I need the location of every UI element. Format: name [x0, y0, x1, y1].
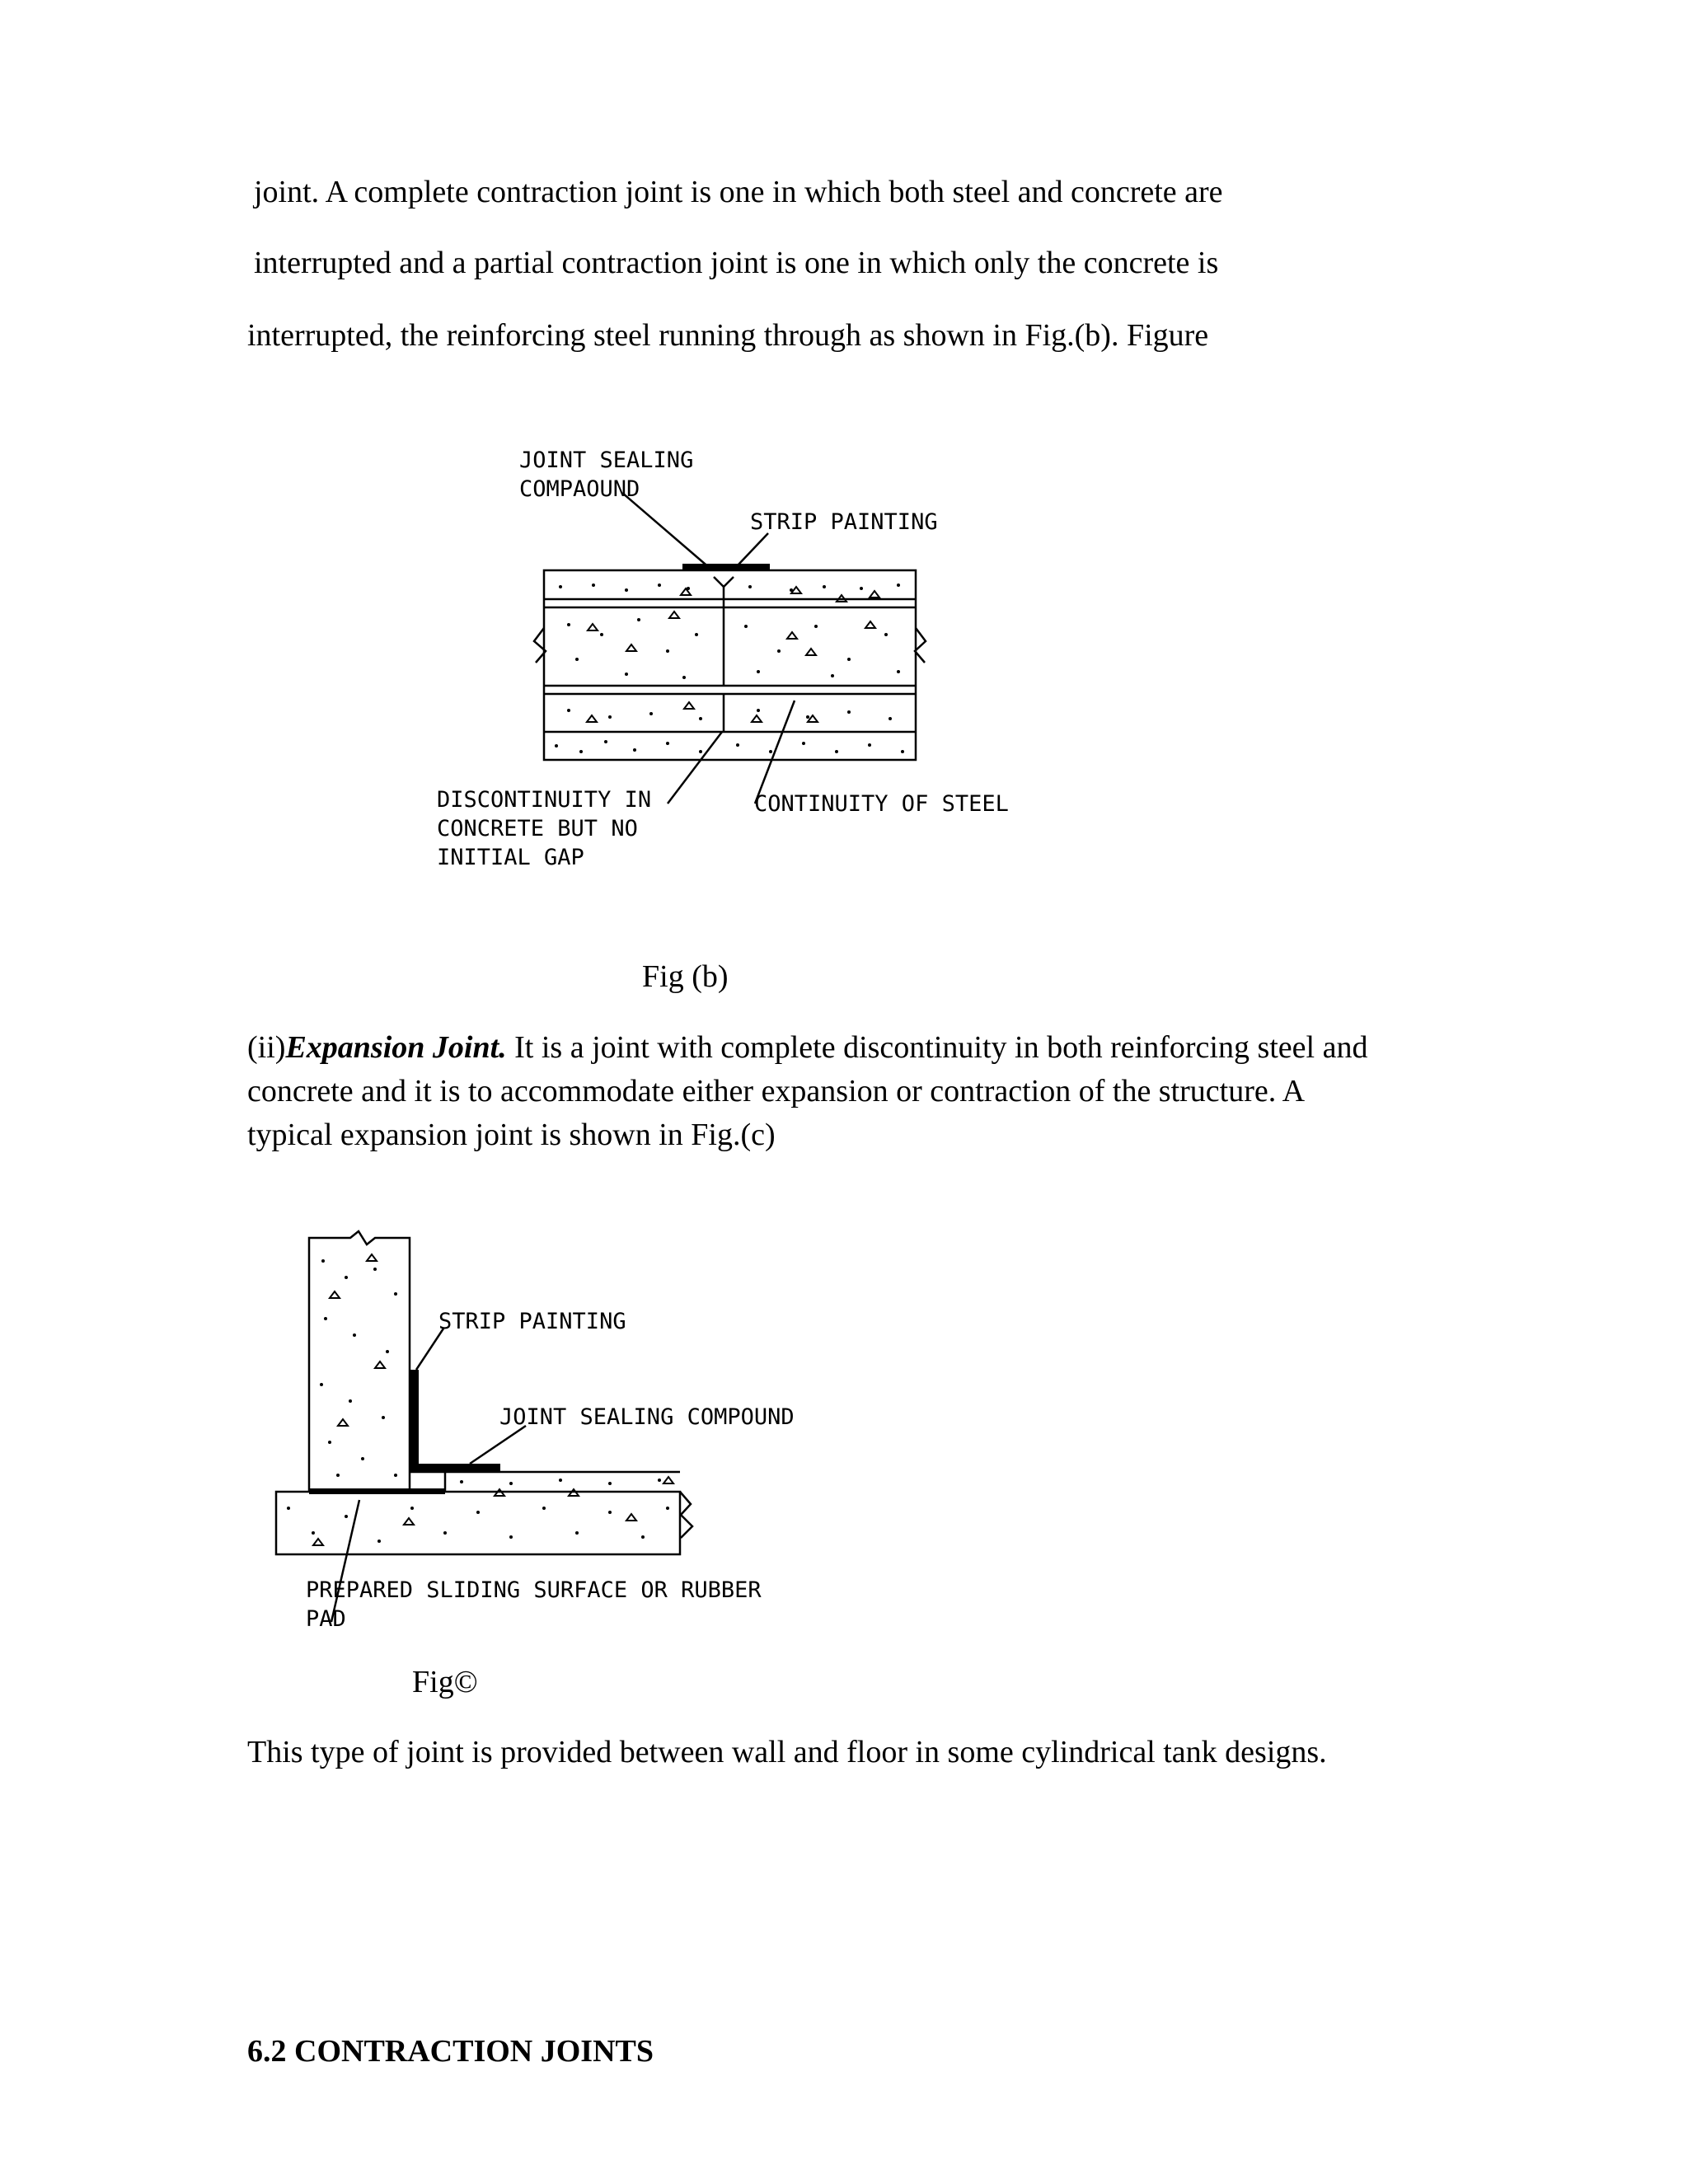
- para2-line3: typical expansion joint is shown in Fig.(c): [247, 1118, 776, 1152]
- fig-c-caption: Fig©: [412, 1665, 478, 1699]
- para1-line3: interrupted, the reinforcing steel running through as shown in Fig.(b). Figure: [247, 318, 1209, 353]
- fig-b-label-strip: STRIP PAINTING: [750, 509, 938, 535]
- fig-b-caption: Fig (b): [642, 959, 729, 994]
- fig-c-label-sealing: JOINT SEALING COMPOUND: [499, 1404, 795, 1430]
- fig-b-label-continuity: CONTINUITY OF STEEL: [754, 791, 1009, 817]
- para2-term: Expansion Joint.: [285, 1030, 507, 1065]
- fig-b-label-discontinuity-1: DISCONTINUITY IN: [437, 787, 652, 813]
- para2-prefix: (ii): [247, 1030, 286, 1065]
- para3: This type of joint is provided between wall and floor in some cylindrical tank designs.: [247, 1735, 1327, 1769]
- para2-line2: concrete and it is to accommodate either expansion or contraction of the structure. A: [247, 1074, 1306, 1108]
- fig-c-label-sliding-1: PREPARED SLIDING SURFACE OR RUBBER: [306, 1577, 762, 1603]
- fig-c-label-sliding-2: PAD: [306, 1606, 346, 1632]
- fig-b-label-sealing-2: COMPAOUND: [519, 476, 640, 502]
- para1-line2: interrupted and a partial contraction joint is one in which only the concrete is: [254, 246, 1219, 280]
- fig-b-label-discontinuity-3: INITIAL GAP: [437, 845, 584, 870]
- section-heading: 6.2 CONTRACTION JOINTS: [247, 2034, 654, 2069]
- para1-line1: joint. A complete contraction joint is one in which both steel and concrete are: [254, 175, 1223, 209]
- fig-b-label-discontinuity-2: CONCRETE BUT NO: [437, 816, 638, 841]
- fig-c-label-strip: STRIP PAINTING: [438, 1309, 626, 1334]
- para2-line1-rest: It is a joint with complete discontinuity in both reinforcing steel and: [506, 1030, 1368, 1065]
- fig-b-label-sealing-1: JOINT SEALING: [519, 448, 694, 473]
